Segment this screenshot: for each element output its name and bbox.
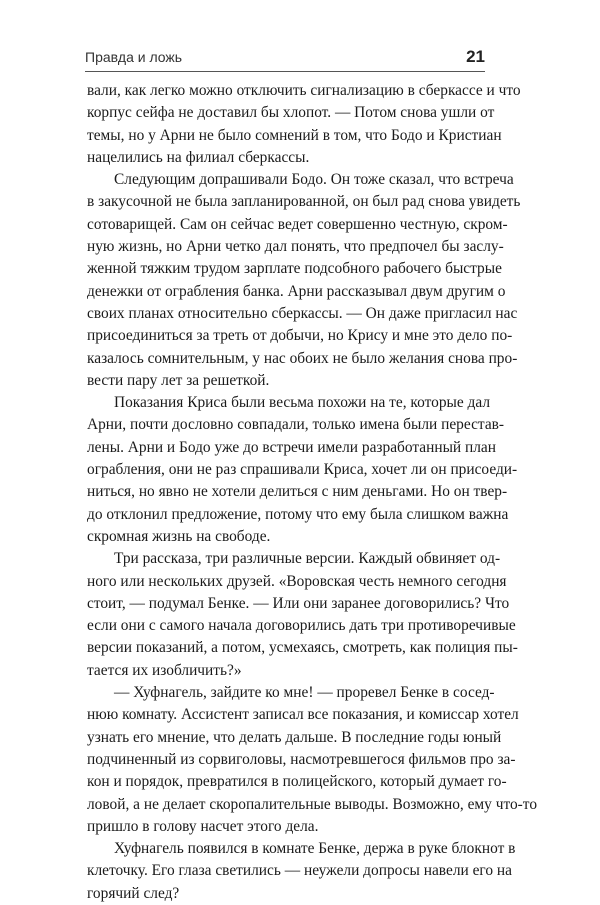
text-line: версии показаний, а потом, усмехаясь, смотреть, как полиция пы- (87, 639, 518, 657)
paragraph (87, 169, 521, 392)
text-line: подчиненный из сорвиголовы, насмотревшегося фильмов про за- (87, 750, 516, 768)
running-header (85, 47, 485, 69)
text-line: Три рассказа, три различные версии. Каждый обвиняет од- (114, 550, 501, 568)
header-rule (85, 71, 485, 72)
page-number: 21 (466, 47, 485, 66)
text-line: вали, как легко можно отключить сигнализацию в сберкассе и что (87, 82, 521, 99)
text-line: женной тяжким трудом зарплате подсобного рабочего быстрые (87, 260, 502, 278)
text-line: нацелились на филиал сберкассы. (87, 148, 310, 166)
paragraph (87, 392, 518, 548)
text-line: ограбления, они не раз спрашивали Криса, хочет ли он присоеди- (87, 461, 518, 479)
paragraph (87, 838, 516, 905)
text-line: денежки от ограбления банка. Арни рассказывал двум другим о (87, 282, 506, 300)
text-line: присоединиться за треть от добычи, но Крису и мне это дело по- (87, 327, 513, 345)
text-line: пришло в голову насчет этого дела. (87, 817, 319, 835)
text-line: вести пару лет за решеткой. (87, 371, 270, 389)
text-line: стоит, — подумал Бенке. — Или они заранее договорились? Что (87, 594, 510, 612)
paragraph (87, 548, 518, 682)
text-line: Арни, почти дословно совпадали, только имена были перестав- (87, 416, 505, 434)
text-line: Показания Криса были весьма похожи на те, которые дал (114, 394, 491, 412)
text-line: — Хуфнагель, зайдите ко мне! — проревел Бенке в сосед- (114, 684, 495, 702)
text-line: клеточку. Его глаза светились — неужели допросы навели его на (87, 862, 512, 880)
text-line: ниться, но явно не хотели делиться с ним деньгами. Но он твер- (87, 483, 508, 501)
text-line: Следующим допрашивали Бодо. Он тоже сказал, что встреча (114, 171, 514, 189)
chapter-title: Правда и ложь (85, 49, 183, 65)
text-line: сотоварищей. Сам он сейчас ведет совершенно честную, скром- (87, 215, 508, 233)
text-line: своих планах относительно сберкассы. — Он даже пригласил нас (87, 304, 518, 322)
text-line: тается их изобличить?» (87, 661, 242, 679)
text-line: казалось сомнительным, у нас обоих не было желания снова про- (87, 349, 518, 367)
paragraph (87, 682, 538, 838)
text-line: до отклонил предложение, потому что ему была слишком важна (87, 505, 509, 523)
text-line: нюю комнату. Ассистент записал все показания, и комиссар хотел (87, 706, 519, 724)
text-line: скромная жизнь на свободе. (87, 527, 271, 545)
text-line: горячий след? (87, 884, 180, 902)
text-line: лены. Арни и Бодо уже до встречи имели разработанный план (87, 438, 496, 456)
text-line: темы, но у Арни не было сомнений в том, что Бодо и Кристиан (87, 126, 502, 144)
text-line: ного или нескольких друзей. «Воровская честь немного сегодня (87, 572, 507, 590)
body-text (87, 80, 538, 905)
text-line: в закусочной не была запланированной, он был рад снова увидеть (87, 193, 521, 211)
text-line: кон и порядок, превратился в полицейского, который думает го- (87, 773, 507, 791)
text-line: корпус сейфа не доставил бы хлопот. — Потом снова ушли от (87, 104, 495, 122)
text-line: ловой, а не делает скоропалительные выводы. Возможно, ему что-то (87, 795, 538, 813)
text-line: узнать его мнение, что делать дальше. В последние годы юный (87, 728, 502, 746)
paragraph (87, 80, 521, 169)
text-line: ную жизнь, но Арни четко дал понять, что предпочел бы заслу- (87, 238, 504, 256)
text-line: если они с самого начала договорились дать три противоречивые (87, 617, 516, 635)
text-line: Хуфнагель появился в комнате Бенке, держа в руке блокнот в (114, 840, 516, 858)
